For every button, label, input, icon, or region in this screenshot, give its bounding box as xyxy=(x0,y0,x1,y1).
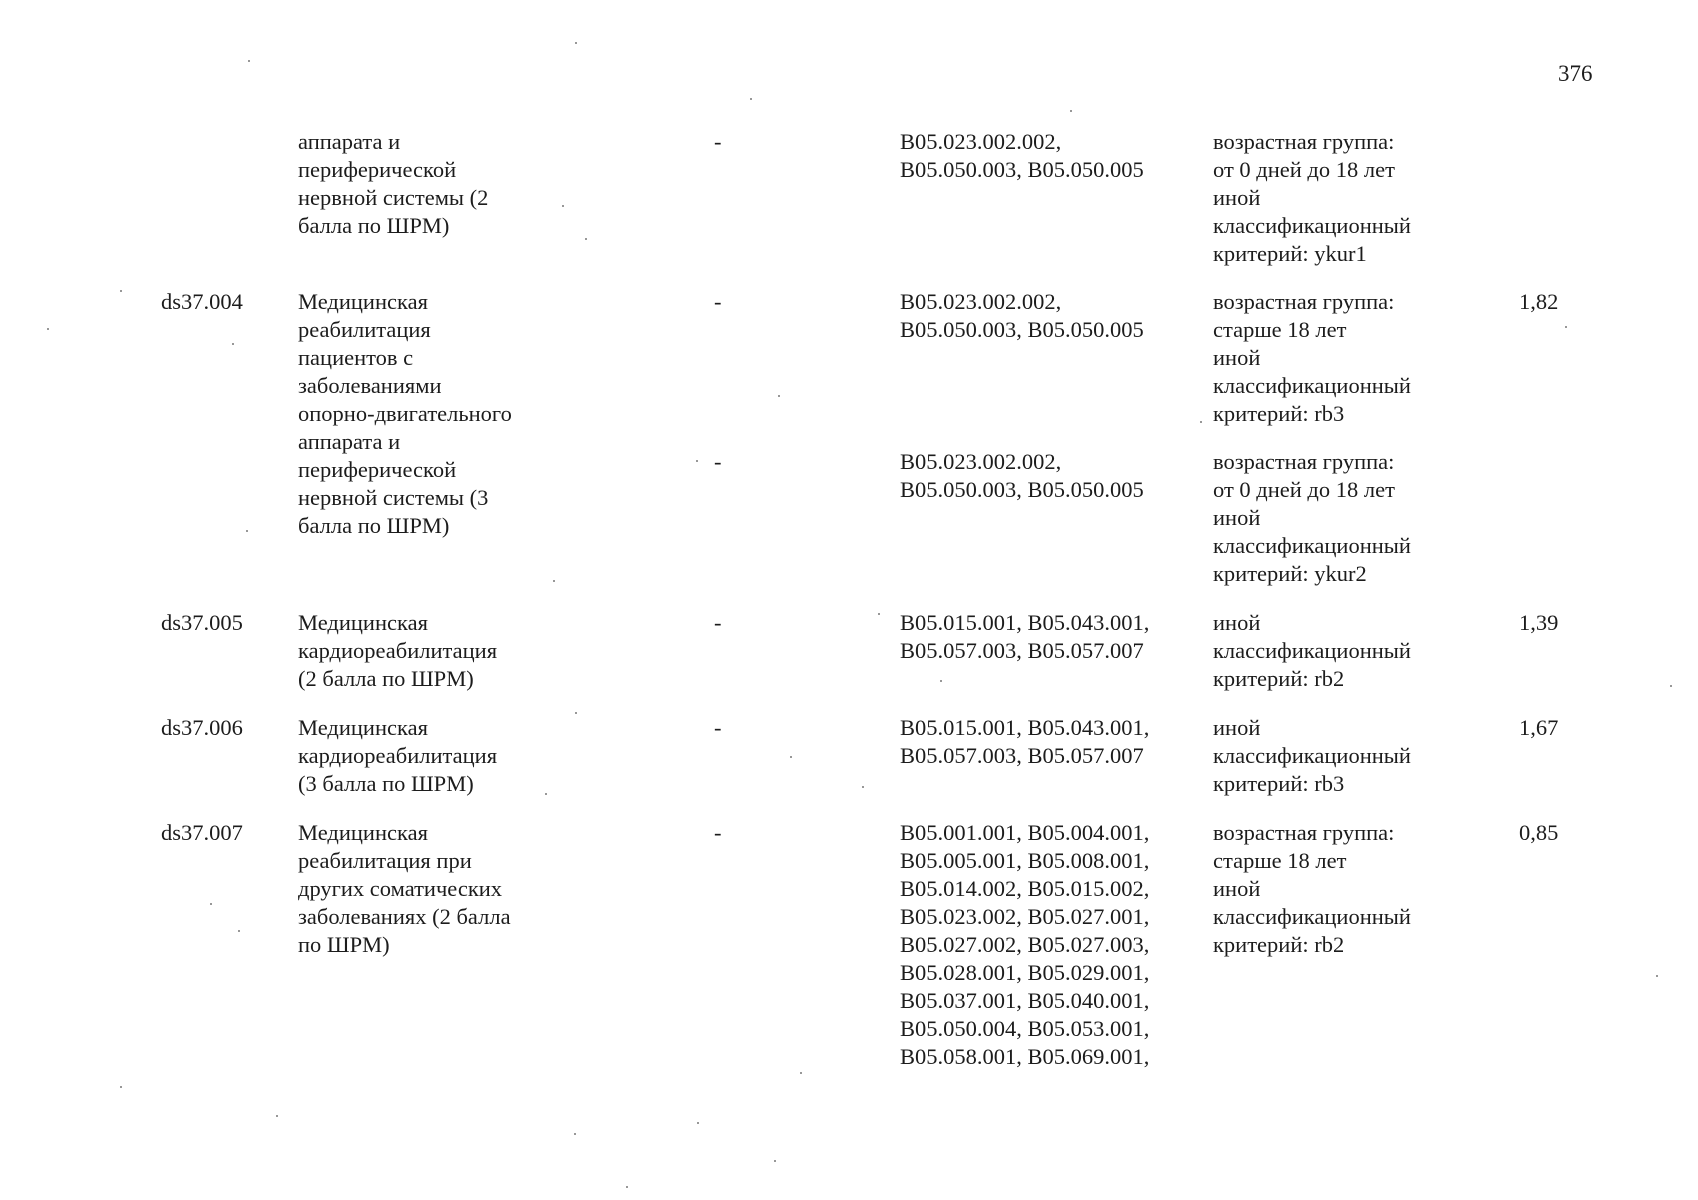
row-services xyxy=(900,609,1149,665)
row-name-line: реабилитация при xyxy=(298,848,472,873)
row-name-line: кардиореабилитация xyxy=(298,638,498,663)
row-name-line: нервной системы (2 xyxy=(298,185,489,210)
row-services xyxy=(900,448,1144,504)
row-services-line: B05.058.001, B05.069.001, xyxy=(900,1044,1150,1069)
row-criteria-line: возрастная группа: xyxy=(1213,449,1395,474)
row-criteria-line: от 0 дней до 18 лет xyxy=(1213,157,1395,182)
row-name xyxy=(298,288,512,540)
row-criteria-line: иной xyxy=(1213,876,1261,901)
row-dash: - xyxy=(714,449,722,474)
row-criteria-line: от 0 дней до 18 лет xyxy=(1213,477,1395,502)
row-criteria-line: иной xyxy=(1213,345,1261,370)
row-name-line: (2 балла по ШРМ) xyxy=(298,666,474,691)
row-name-line: периферической xyxy=(298,457,457,482)
row-criteria-line: старше 18 лет xyxy=(1213,317,1347,342)
row-name-line: по ШРМ) xyxy=(298,932,390,957)
row-services-line: B05.050.003, B05.050.005 xyxy=(900,317,1144,342)
row-code: ds37.007 xyxy=(161,820,243,845)
row-name-line: кардиореабилитация xyxy=(298,743,498,768)
row-services xyxy=(900,128,1144,184)
row-name xyxy=(298,714,497,798)
row-services-line: B05.001.001, B05.004.001, xyxy=(900,820,1150,845)
row-dash: - xyxy=(714,610,722,635)
row-services-line: B05.014.002, B05.015.002, xyxy=(900,876,1150,901)
row-criteria xyxy=(1213,128,1411,268)
row-name-line: Медицинская xyxy=(298,289,428,314)
row-name xyxy=(298,128,488,240)
row-criteria-line: критерий: rb3 xyxy=(1213,401,1345,426)
row-services-line: B05.005.001, B05.008.001, xyxy=(900,848,1150,873)
row-services xyxy=(900,714,1149,770)
row-criteria-line: классификационный xyxy=(1213,373,1411,398)
row-services xyxy=(900,819,1149,1071)
row-criteria-line: критерий: ykur1 xyxy=(1213,241,1367,266)
row-services-line: B05.015.001, B05.043.001, xyxy=(900,610,1150,635)
row-name-line: Медицинская xyxy=(298,820,428,845)
row-criteria-line: иной xyxy=(1213,505,1261,530)
row-criteria-line: классификационный xyxy=(1213,533,1411,558)
row-dash: - xyxy=(714,715,722,740)
row-name xyxy=(298,609,497,693)
row-criteria-line: классификационный xyxy=(1213,904,1411,929)
row-dash: - xyxy=(714,129,722,154)
row-coefficient: 1,82 xyxy=(1519,289,1559,314)
row-services-line: B05.015.001, B05.043.001, xyxy=(900,715,1150,740)
row-services-line: B05.050.003, B05.050.005 xyxy=(900,477,1144,502)
row-services-line: B05.023.002.002, xyxy=(900,129,1062,154)
row-name-line: Медицинская xyxy=(298,610,428,635)
row-name-line: Медицинская xyxy=(298,715,428,740)
row-name-line: реабилитация xyxy=(298,317,431,342)
row-criteria-line: иной xyxy=(1213,610,1261,635)
row-criteria-line: критерий: ykur2 xyxy=(1213,561,1367,586)
row-services-line: B05.023.002.002, xyxy=(900,289,1062,314)
row-criteria xyxy=(1213,448,1411,588)
row-services-line: B05.037.001, B05.040.001, xyxy=(900,988,1150,1013)
row-name-line: пациентов с xyxy=(298,345,414,370)
row-services-line: B05.023.002.002, xyxy=(900,449,1062,474)
row-dash: - xyxy=(714,820,722,845)
row-code: ds37.005 xyxy=(161,610,243,635)
row-criteria xyxy=(1213,288,1411,428)
row-name-line: периферической xyxy=(298,157,457,182)
row-services-line: B05.028.001, B05.029.001, xyxy=(900,960,1150,985)
row-criteria-line: критерий: rb2 xyxy=(1213,932,1345,957)
row-name-line: заболеваниях (2 балла xyxy=(298,904,511,929)
row-criteria-line: критерий: rb2 xyxy=(1213,666,1345,691)
row-name-line: нервной системы (3 xyxy=(298,485,489,510)
row-criteria-line: иной xyxy=(1213,715,1261,740)
row-criteria-line: возрастная группа: xyxy=(1213,289,1395,314)
row-services-line: B05.057.003, B05.057.007 xyxy=(900,638,1144,663)
row-name xyxy=(298,819,511,959)
row-criteria xyxy=(1213,819,1411,959)
row-criteria xyxy=(1213,714,1411,798)
row-criteria-line: возрастная группа: xyxy=(1213,820,1395,845)
row-criteria-line: критерий: rb3 xyxy=(1213,771,1345,796)
row-criteria-line: классификационный xyxy=(1213,638,1411,663)
row-criteria-line: классификационный xyxy=(1213,743,1411,768)
row-name-line: (3 балла по ШРМ) xyxy=(298,771,474,796)
row-name-line: балла по ШРМ) xyxy=(298,513,450,538)
row-coefficient: 1,67 xyxy=(1519,715,1559,740)
row-criteria-line: иной xyxy=(1213,185,1261,210)
row-coefficient: 0,85 xyxy=(1519,820,1559,845)
row-services xyxy=(900,288,1144,344)
row-services-line: B05.050.004, B05.053.001, xyxy=(900,1016,1150,1041)
row-code: ds37.006 xyxy=(161,715,243,740)
row-services-line: B05.050.003, B05.050.005 xyxy=(900,157,1144,182)
row-name-line: опорно-двигательного xyxy=(298,401,512,426)
row-name-line: аппарата и xyxy=(298,429,401,454)
page-number: 376 xyxy=(1558,61,1593,86)
row-name-line: аппарата и xyxy=(298,129,401,154)
row-name-line: балла по ШРМ) xyxy=(298,213,450,238)
row-dash: - xyxy=(714,289,722,314)
row-services-line: B05.027.002, B05.027.003, xyxy=(900,932,1150,957)
row-criteria-line: возрастная группа: xyxy=(1213,129,1395,154)
row-criteria-line: классификационный xyxy=(1213,213,1411,238)
row-name-line: других соматических xyxy=(298,876,503,901)
row-criteria xyxy=(1213,609,1411,693)
row-services-line: B05.057.003, B05.057.007 xyxy=(900,743,1144,768)
row-code: ds37.004 xyxy=(161,289,243,314)
row-criteria-line: старше 18 лет xyxy=(1213,848,1347,873)
row-services-line: B05.023.002, B05.027.001, xyxy=(900,904,1150,929)
row-name-line: заболеваниями xyxy=(298,373,442,398)
row-coefficient: 1,39 xyxy=(1519,610,1559,635)
